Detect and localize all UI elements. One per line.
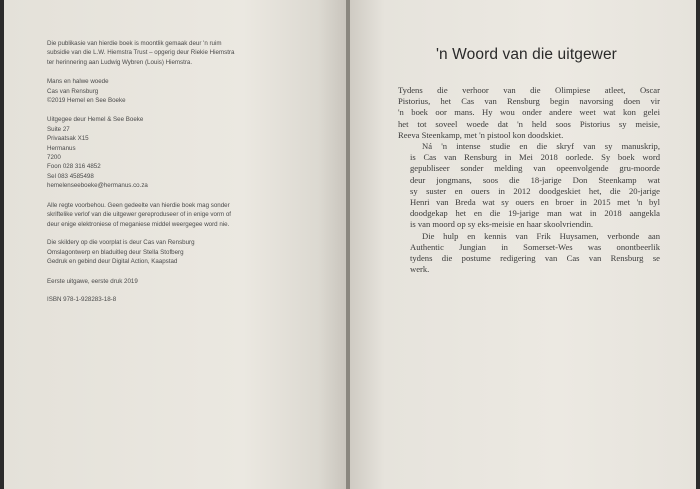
imprint-line: Suite 27	[47, 125, 70, 133]
imprint-title-copyright	[47, 77, 287, 105]
foreword-line: werk.	[410, 264, 430, 275]
foreword-paragraph	[398, 231, 660, 276]
foreword-line: gepubliseer sonder melding van opeenvolgende gru-moorde	[410, 163, 660, 174]
imprint-line: Sel 083 4585498	[47, 172, 94, 180]
imprint-line: ©2019 Hemel en See Boeke	[47, 97, 126, 105]
foreword-line: Pistorius, het Cas van Rensburg begin navorsing doen vir	[398, 96, 660, 107]
foreword-line: Die hulp en kennis van Frik Huysamen, verbonde aan	[422, 230, 660, 241]
publisher-foreword	[398, 85, 660, 275]
imprint-publisher-address	[47, 115, 287, 190]
imprint-line: Foon 028 316 4852	[47, 163, 101, 171]
imprint-line: Hermanus	[47, 144, 76, 152]
imprint-isbn	[47, 295, 287, 304]
imprint-line: 7200	[47, 154, 61, 162]
imprint-line: Mans en halwe woede	[47, 78, 109, 86]
imprint-line: Eerste uitgawe, eerste druk 2019	[47, 277, 138, 285]
imprint-line: Cas van Rensburg	[47, 87, 99, 95]
foreword-line: deur jongmans, soos die 18-jarige Don Steenkamp wat	[410, 174, 660, 185]
imprint-edition	[47, 277, 287, 286]
imprint-line: Die publikasie van hierdie boek is moontlik gemaak deur 'n ruim	[47, 40, 222, 47]
imprint-line: Uitgegee deur Hemel & See Boeke	[47, 116, 144, 124]
foreword-paragraph	[398, 141, 660, 231]
imprint-line: skriftelike verlof van die uitgewer gereproduseer of in enige vorm of	[47, 211, 231, 219]
foreword-line: Reeva Steenkamp, met 'n pistool kon doodskiet.	[398, 129, 564, 140]
foreword-line: is van moord op sy eks-meisie en haar skoolvriendin.	[410, 219, 594, 230]
imprint-text	[47, 39, 287, 314]
imprint-line: Alle regte voorbehou. Geen gedeelte van hierdie boek mag sonder	[47, 201, 230, 209]
foreword-line: doodgekap het en die 19-jarige man wat in 2018 aangekla	[410, 208, 660, 219]
imprint-credits	[47, 238, 287, 266]
imprint-line: hemelenseeboeke@hermanus.co.za	[47, 182, 148, 190]
foreword-line: 'n boek oor mans. Hy wou onder andere weet wat kon gelei	[398, 107, 660, 118]
imprint-line: ter herinnering aan Ludwig Wybren (Louis) Hiemstra.	[47, 58, 193, 66]
imprint-line: Omslagontwerp en bladuitleg deur Stella Stofberg	[47, 248, 184, 256]
foreword-line: Tydens die verhoor van die Olimpiese atleet, Oscar	[398, 85, 660, 95]
imprint-line: Die skildery op die voorplat is deur Cas van Rensburg	[47, 239, 195, 247]
imprint-line: ISBN 978-1-928283-18-8	[47, 296, 117, 304]
imprint-subsidy-note	[47, 39, 287, 67]
foreword-line: is Cas van Rensburg in Mei 2018 oorlede. Sy boek word	[410, 152, 660, 163]
imprint-line: Privaatsak X15	[47, 135, 89, 143]
imprint-line: subsidie van die L.W. Hiemstra Trust – opgerig deur Riekie Hiemstra	[47, 49, 235, 57]
foreword-paragraph	[398, 85, 660, 141]
imprint-line: Gedruk en gebind deur Digital Action, Kaapstad	[47, 258, 178, 266]
imprint-line: deur enige elektroniese of meganiese middel weergegee word nie.	[47, 220, 230, 228]
foreword-line: het tot soveel woede dat 'n held soos Pistorius sy meisie,	[398, 118, 660, 129]
page-title: 'n Woord van die uitgewer	[436, 46, 617, 63]
foreword-line: tydens die postume redigering van Cas van Rensburg se	[410, 253, 660, 264]
foreword-line: Authentic Jungian in Somerset-Wes was onontbeerlik	[410, 241, 660, 252]
foreword-line: Ná 'n intense studie en die skryf van sy manuskrip,	[422, 141, 660, 152]
foreword-line: sy suster en ouers in 2012 doodgeskiet het, die 20-jarige	[410, 185, 660, 196]
foreword-line: Henri van Breda wat sy ouers en broer in 2015 met 'n byl	[410, 197, 660, 208]
imprint-rights-notice	[47, 201, 287, 229]
